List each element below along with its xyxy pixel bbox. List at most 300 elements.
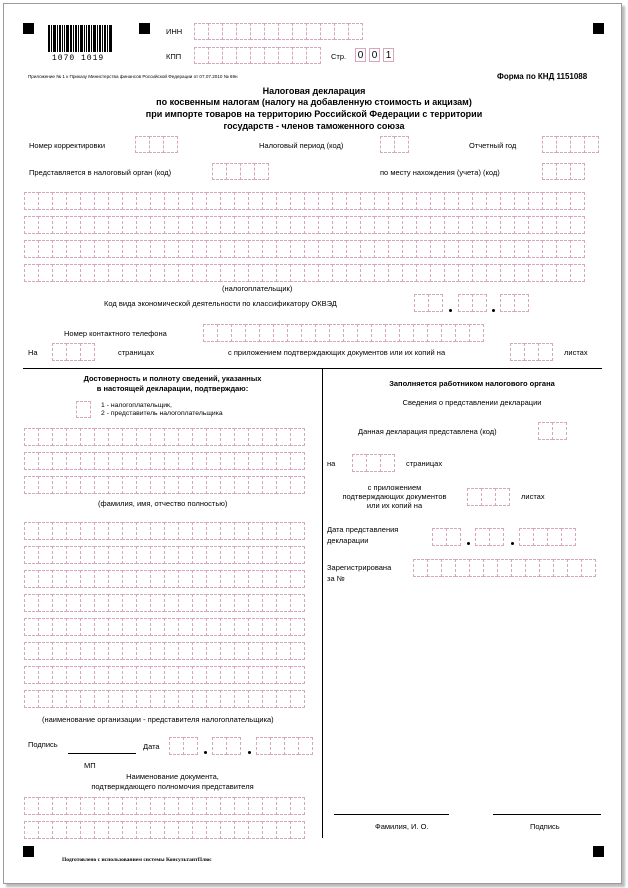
input-cell[interactable] — [192, 797, 207, 815]
input-cell[interactable] — [427, 559, 442, 577]
input-cell[interactable] — [38, 797, 53, 815]
input-cell[interactable] — [262, 452, 277, 470]
input-cell[interactable] — [122, 642, 137, 660]
input-cell[interactable] — [298, 737, 313, 755]
input-cell[interactable] — [514, 240, 529, 258]
input-cell[interactable] — [262, 264, 277, 282]
input-cell[interactable] — [570, 136, 585, 153]
input-cell[interactable] — [500, 264, 515, 282]
registered-number-field[interactable] — [413, 559, 595, 577]
okved-field-2[interactable] — [458, 294, 486, 312]
input-cell[interactable] — [416, 240, 431, 258]
input-cell[interactable] — [250, 23, 265, 40]
input-cell[interactable] — [556, 240, 571, 258]
input-cell[interactable] — [262, 522, 277, 540]
input-cell[interactable] — [66, 546, 81, 564]
input-cell[interactable] — [38, 192, 53, 210]
input-cell[interactable] — [290, 570, 305, 588]
input-cell[interactable] — [276, 240, 291, 258]
input-cell[interactable] — [240, 163, 255, 180]
input-cell[interactable] — [150, 642, 165, 660]
input-cell[interactable] — [414, 294, 429, 312]
input-cell[interactable] — [500, 294, 515, 312]
input-cell[interactable] — [380, 454, 395, 472]
input-cell[interactable] — [38, 570, 53, 588]
input-cell[interactable] — [108, 666, 123, 684]
tax-authority-field[interactable] — [212, 163, 268, 180]
input-cell[interactable] — [556, 192, 571, 210]
fio-row-2[interactable] — [24, 452, 304, 470]
input-cell[interactable] — [220, 476, 235, 494]
input-cell[interactable] — [388, 216, 403, 234]
inn-field[interactable] — [194, 23, 362, 40]
input-cell[interactable] — [192, 594, 207, 612]
input-cell[interactable] — [360, 216, 375, 234]
input-cell[interactable] — [402, 216, 417, 234]
input-cell[interactable] — [236, 47, 251, 64]
input-cell[interactable] — [38, 618, 53, 636]
input-cell[interactable] — [192, 192, 207, 210]
input-cell[interactable] — [234, 642, 249, 660]
input-cell[interactable] — [136, 570, 151, 588]
input-cell[interactable] — [556, 264, 571, 282]
input-cell[interactable] — [149, 136, 164, 153]
input-cell[interactable] — [276, 428, 291, 446]
input-cell[interactable] — [52, 522, 67, 540]
input-cell[interactable] — [511, 559, 526, 577]
input-cell[interactable] — [234, 192, 249, 210]
input-cell[interactable] — [514, 216, 529, 234]
input-cell[interactable] — [441, 559, 456, 577]
page-digit-3[interactable]: 1 — [383, 48, 394, 62]
input-cell[interactable] — [38, 821, 53, 839]
input-cell[interactable] — [108, 264, 123, 282]
org-row-2[interactable] — [24, 546, 304, 564]
date-day-field[interactable] — [169, 737, 197, 755]
okved-field-3[interactable] — [500, 294, 528, 312]
input-cell[interactable] — [108, 642, 123, 660]
input-cell[interactable] — [52, 192, 67, 210]
input-cell[interactable] — [234, 594, 249, 612]
officer-signature-line[interactable] — [493, 814, 601, 815]
input-cell[interactable] — [178, 546, 193, 564]
input-cell[interactable] — [38, 264, 53, 282]
input-cell[interactable] — [108, 546, 123, 564]
input-cell[interactable] — [276, 216, 291, 234]
input-cell[interactable] — [122, 522, 137, 540]
input-cell[interactable] — [66, 476, 81, 494]
input-cell[interactable] — [318, 264, 333, 282]
input-cell[interactable] — [262, 666, 277, 684]
input-cell[interactable] — [136, 476, 151, 494]
input-cell[interactable] — [304, 264, 319, 282]
input-cell[interactable] — [472, 240, 487, 258]
input-cell[interactable] — [24, 216, 39, 234]
input-cell[interactable] — [66, 821, 81, 839]
input-cell[interactable] — [304, 192, 319, 210]
input-cell[interactable] — [108, 618, 123, 636]
input-cell[interactable] — [567, 559, 582, 577]
input-cell[interactable] — [206, 476, 221, 494]
input-cell[interactable] — [80, 642, 95, 660]
input-cell[interactable] — [183, 737, 198, 755]
input-cell[interactable] — [561, 528, 576, 546]
input-cell[interactable] — [287, 324, 302, 342]
input-cell[interactable] — [556, 163, 571, 180]
input-cell[interactable] — [24, 264, 39, 282]
input-cell[interactable] — [52, 216, 67, 234]
input-cell[interactable] — [486, 240, 501, 258]
input-cell[interactable] — [122, 192, 137, 210]
input-cell[interactable] — [94, 264, 109, 282]
input-cell[interactable] — [24, 618, 39, 636]
okved-field-1[interactable] — [414, 294, 442, 312]
input-cell[interactable] — [402, 192, 417, 210]
input-cell[interactable] — [94, 546, 109, 564]
org-row-5[interactable] — [24, 618, 304, 636]
input-cell[interactable] — [108, 240, 123, 258]
input-cell[interactable] — [222, 23, 237, 40]
input-cell[interactable] — [94, 666, 109, 684]
input-cell[interactable] — [220, 690, 235, 708]
input-cell[interactable] — [276, 522, 291, 540]
input-cell[interactable] — [136, 452, 151, 470]
input-cell[interactable] — [332, 264, 347, 282]
pages-count-field[interactable] — [52, 343, 94, 361]
input-cell[interactable] — [220, 594, 235, 612]
input-cell[interactable] — [80, 546, 95, 564]
taxpayer-row-4[interactable] — [24, 264, 584, 282]
input-cell[interactable] — [514, 264, 529, 282]
input-cell[interactable] — [413, 324, 428, 342]
input-cell[interactable] — [164, 216, 179, 234]
input-cell[interactable] — [570, 240, 585, 258]
phone-field[interactable] — [203, 324, 483, 342]
input-cell[interactable] — [38, 642, 53, 660]
page-digit-2[interactable]: 0 — [369, 48, 380, 62]
input-cell[interactable] — [94, 642, 109, 660]
input-cell[interactable] — [178, 216, 193, 234]
input-cell[interactable] — [430, 240, 445, 258]
input-cell[interactable] — [467, 488, 482, 506]
input-cell[interactable] — [276, 570, 291, 588]
input-cell[interactable] — [122, 690, 137, 708]
input-cell[interactable] — [542, 163, 557, 180]
signature-line[interactable] — [68, 753, 136, 754]
input-cell[interactable] — [542, 192, 557, 210]
input-cell[interactable] — [52, 343, 67, 361]
input-cell[interactable] — [164, 476, 179, 494]
input-cell[interactable] — [542, 264, 557, 282]
input-cell[interactable] — [234, 666, 249, 684]
input-cell[interactable] — [52, 821, 67, 839]
input-cell[interactable] — [192, 690, 207, 708]
input-cell[interactable] — [455, 324, 470, 342]
input-cell[interactable] — [394, 136, 409, 153]
input-cell[interactable] — [164, 666, 179, 684]
input-cell[interactable] — [444, 216, 459, 234]
input-cell[interactable] — [24, 522, 39, 540]
input-cell[interactable] — [360, 240, 375, 258]
input-cell[interactable] — [108, 216, 123, 234]
input-cell[interactable] — [472, 294, 487, 312]
input-cell[interactable] — [66, 216, 81, 234]
taxpayer-row-3[interactable] — [24, 240, 584, 258]
input-cell[interactable] — [346, 240, 361, 258]
input-cell[interactable] — [94, 476, 109, 494]
input-cell[interactable] — [206, 797, 221, 815]
input-cell[interactable] — [192, 546, 207, 564]
input-cell[interactable] — [262, 428, 277, 446]
input-cell[interactable] — [547, 528, 562, 546]
input-cell[interactable] — [262, 618, 277, 636]
input-cell[interactable] — [500, 240, 515, 258]
input-cell[interactable] — [24, 428, 39, 446]
input-cell[interactable] — [348, 23, 363, 40]
input-cell[interactable] — [164, 594, 179, 612]
input-cell[interactable] — [52, 570, 67, 588]
submit-day-field[interactable] — [432, 528, 460, 546]
input-cell[interactable] — [24, 546, 39, 564]
input-cell[interactable] — [497, 559, 512, 577]
input-cell[interactable] — [290, 192, 305, 210]
input-cell[interactable] — [52, 666, 67, 684]
input-cell[interactable] — [402, 240, 417, 258]
input-cell[interactable] — [371, 324, 386, 342]
input-cell[interactable] — [346, 192, 361, 210]
input-cell[interactable] — [80, 216, 95, 234]
input-cell[interactable] — [220, 264, 235, 282]
input-cell[interactable] — [150, 546, 165, 564]
input-cell[interactable] — [538, 422, 553, 440]
input-cell[interactable] — [66, 666, 81, 684]
input-cell[interactable] — [203, 324, 218, 342]
input-cell[interactable] — [192, 476, 207, 494]
input-cell[interactable] — [80, 690, 95, 708]
input-cell[interactable] — [122, 797, 137, 815]
input-cell[interactable] — [206, 264, 221, 282]
input-cell[interactable] — [178, 428, 193, 446]
input-cell[interactable] — [248, 666, 263, 684]
input-cell[interactable] — [570, 192, 585, 210]
input-cell[interactable] — [352, 454, 367, 472]
input-cell[interactable] — [430, 192, 445, 210]
input-cell[interactable] — [220, 570, 235, 588]
input-cell[interactable] — [278, 23, 293, 40]
org-row-8[interactable] — [24, 690, 304, 708]
input-cell[interactable] — [38, 216, 53, 234]
input-cell[interactable] — [66, 452, 81, 470]
input-cell[interactable] — [164, 821, 179, 839]
input-cell[interactable] — [234, 216, 249, 234]
input-cell[interactable] — [178, 192, 193, 210]
input-cell[interactable] — [66, 192, 81, 210]
input-cell[interactable] — [276, 476, 291, 494]
taxpayer-row-2[interactable] — [24, 216, 584, 234]
input-cell[interactable] — [52, 264, 67, 282]
input-cell[interactable] — [80, 264, 95, 282]
input-cell[interactable] — [150, 522, 165, 540]
input-cell[interactable] — [264, 23, 279, 40]
input-cell[interactable] — [94, 618, 109, 636]
input-cell[interactable] — [66, 343, 81, 361]
input-cell[interactable] — [136, 546, 151, 564]
input-cell[interactable] — [318, 240, 333, 258]
input-cell[interactable] — [206, 618, 221, 636]
input-cell[interactable] — [24, 594, 39, 612]
input-cell[interactable] — [38, 240, 53, 258]
input-cell[interactable] — [234, 618, 249, 636]
input-cell[interactable] — [472, 192, 487, 210]
input-cell[interactable] — [514, 294, 529, 312]
input-cell[interactable] — [80, 666, 95, 684]
input-cell[interactable] — [360, 264, 375, 282]
input-cell[interactable] — [220, 428, 235, 446]
input-cell[interactable] — [66, 594, 81, 612]
input-cell[interactable] — [444, 192, 459, 210]
input-cell[interactable] — [290, 452, 305, 470]
input-cell[interactable] — [150, 618, 165, 636]
input-cell[interactable] — [52, 240, 67, 258]
input-cell[interactable] — [538, 343, 553, 361]
input-cell[interactable] — [192, 618, 207, 636]
input-cell[interactable] — [290, 594, 305, 612]
input-cell[interactable] — [206, 690, 221, 708]
input-cell[interactable] — [399, 324, 414, 342]
input-cell[interactable] — [486, 192, 501, 210]
input-cell[interactable] — [150, 452, 165, 470]
input-cell[interactable] — [301, 324, 316, 342]
input-cell[interactable] — [234, 452, 249, 470]
input-cell[interactable] — [528, 240, 543, 258]
input-cell[interactable] — [510, 343, 525, 361]
input-cell[interactable] — [259, 324, 274, 342]
input-cell[interactable] — [206, 570, 221, 588]
input-cell[interactable] — [284, 737, 299, 755]
input-cell[interactable] — [178, 264, 193, 282]
input-cell[interactable] — [489, 528, 504, 546]
input-cell[interactable] — [108, 192, 123, 210]
input-cell[interactable] — [108, 522, 123, 540]
input-cell[interactable] — [122, 546, 137, 564]
input-cell[interactable] — [262, 192, 277, 210]
input-cell[interactable] — [500, 216, 515, 234]
input-cell[interactable] — [150, 594, 165, 612]
input-cell[interactable] — [76, 401, 91, 418]
input-cell[interactable] — [262, 690, 277, 708]
input-cell[interactable] — [150, 821, 165, 839]
input-cell[interactable] — [290, 428, 305, 446]
correction-number-field[interactable] — [135, 136, 177, 153]
input-cell[interactable] — [276, 666, 291, 684]
input-cell[interactable] — [38, 476, 53, 494]
input-cell[interactable] — [486, 216, 501, 234]
input-cell[interactable] — [24, 821, 39, 839]
input-cell[interactable] — [66, 240, 81, 258]
input-cell[interactable] — [290, 690, 305, 708]
input-cell[interactable] — [38, 666, 53, 684]
input-cell[interactable] — [212, 163, 227, 180]
input-cell[interactable] — [248, 546, 263, 564]
input-cell[interactable] — [220, 216, 235, 234]
input-cell[interactable] — [248, 642, 263, 660]
input-cell[interactable] — [514, 192, 529, 210]
input-cell[interactable] — [192, 216, 207, 234]
input-cell[interactable] — [542, 136, 557, 153]
input-cell[interactable] — [360, 192, 375, 210]
input-cell[interactable] — [38, 546, 53, 564]
input-cell[interactable] — [542, 216, 557, 234]
fio-row-3[interactable] — [24, 476, 304, 494]
input-cell[interactable] — [217, 324, 232, 342]
input-cell[interactable] — [486, 264, 501, 282]
input-cell[interactable] — [458, 216, 473, 234]
input-cell[interactable] — [388, 192, 403, 210]
input-cell[interactable] — [52, 594, 67, 612]
input-cell[interactable] — [192, 522, 207, 540]
input-cell[interactable] — [402, 264, 417, 282]
input-cell[interactable] — [24, 240, 39, 258]
date-year-field[interactable] — [256, 737, 312, 755]
input-cell[interactable] — [262, 476, 277, 494]
input-cell[interactable] — [169, 737, 184, 755]
input-cell[interactable] — [332, 216, 347, 234]
input-cell[interactable] — [458, 294, 473, 312]
input-cell[interactable] — [264, 47, 279, 64]
input-cell[interactable] — [206, 240, 221, 258]
input-cell[interactable] — [262, 594, 277, 612]
input-cell[interactable] — [178, 522, 193, 540]
input-cell[interactable] — [234, 264, 249, 282]
input-cell[interactable] — [584, 136, 599, 153]
input-cell[interactable] — [94, 797, 109, 815]
input-cell[interactable] — [304, 216, 319, 234]
input-cell[interactable] — [248, 618, 263, 636]
input-cell[interactable] — [250, 47, 265, 64]
input-cell[interactable] — [306, 23, 321, 40]
input-cell[interactable] — [388, 264, 403, 282]
input-cell[interactable] — [220, 797, 235, 815]
input-cell[interactable] — [262, 570, 277, 588]
input-cell[interactable] — [206, 522, 221, 540]
input-cell[interactable] — [236, 23, 251, 40]
input-cell[interactable] — [248, 476, 263, 494]
submit-month-field[interactable] — [475, 528, 503, 546]
input-cell[interactable] — [208, 23, 223, 40]
input-cell[interactable] — [290, 797, 305, 815]
input-cell[interactable] — [380, 136, 395, 153]
input-cell[interactable] — [178, 594, 193, 612]
input-cell[interactable] — [374, 192, 389, 210]
input-cell[interactable] — [52, 546, 67, 564]
input-cell[interactable] — [234, 476, 249, 494]
input-cell[interactable] — [94, 821, 109, 839]
input-cell[interactable] — [245, 324, 260, 342]
input-cell[interactable] — [220, 642, 235, 660]
input-cell[interactable] — [495, 488, 510, 506]
input-cell[interactable] — [122, 618, 137, 636]
org-row-3[interactable] — [24, 570, 304, 588]
input-cell[interactable] — [262, 216, 277, 234]
input-cell[interactable] — [248, 690, 263, 708]
input-cell[interactable] — [248, 522, 263, 540]
input-cell[interactable] — [52, 476, 67, 494]
input-cell[interactable] — [136, 192, 151, 210]
input-cell[interactable] — [150, 264, 165, 282]
input-cell[interactable] — [136, 240, 151, 258]
input-cell[interactable] — [136, 216, 151, 234]
tax-period-field[interactable] — [380, 136, 408, 153]
